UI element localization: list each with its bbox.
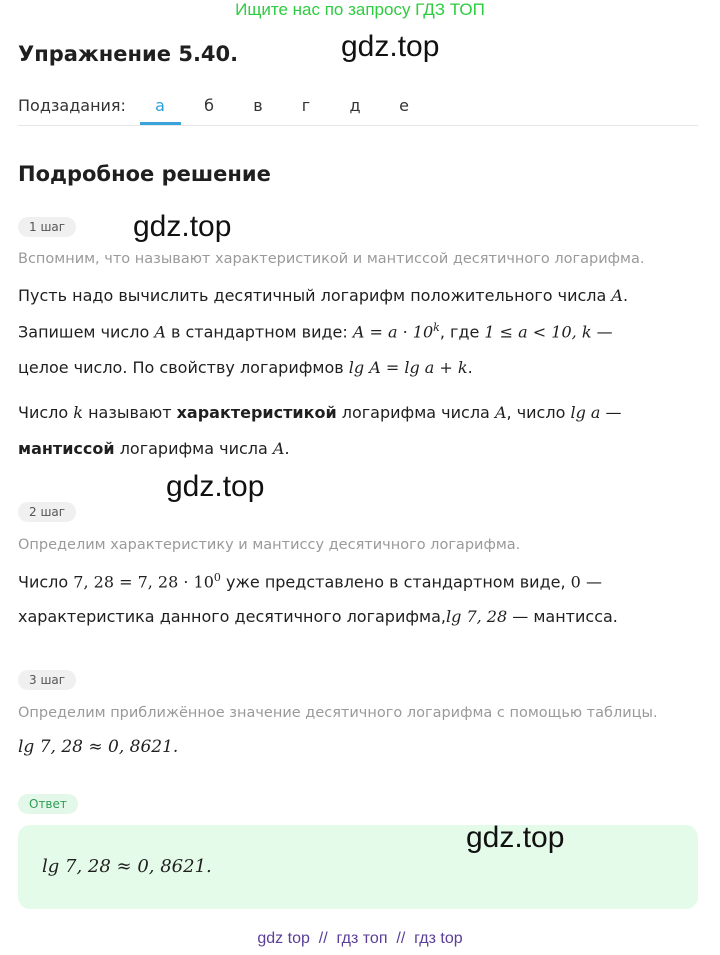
answer-value: lg 7, 28 ≈ 0, 8621.	[42, 856, 212, 877]
step-2-badge: 2 шаг	[18, 502, 76, 522]
tabs-divider	[18, 125, 698, 126]
answer-badge: Ответ	[18, 794, 78, 814]
step-1-hint: Вспомним, что называют характеристикой и мантиссой десятичного логарифма.	[18, 251, 645, 267]
watermark: gdz.top	[166, 470, 265, 503]
step-3-line-1: lg 7, 28 ≈ 0, 8621.	[18, 737, 179, 757]
step-2-hint: Определим характеристику и мантиссу десятичного логарифма.	[18, 537, 521, 553]
tab-v[interactable]: в	[253, 96, 263, 115]
search-hint-banner: Ищите нас по запросу ГДЗ ТОП	[235, 0, 485, 19]
step-1-badge: 1 шаг	[18, 217, 76, 237]
step-1-line-1: Пусть надо вычислить десятичный логарифм положительного числа A.	[18, 286, 629, 305]
active-tab-indicator	[140, 122, 181, 125]
step-1-line-3: целое число. По свойству логарифмов lg A = lg a + k.	[18, 358, 473, 377]
footer-links[interactable]: gdz top // гдз топ // гдз top	[257, 930, 463, 947]
tab-b[interactable]: б	[204, 96, 214, 115]
step-1-line-4: Число k называют характеристикой логарифма числа A, число lg a —	[18, 403, 622, 422]
step-2-line-2: характеристика данного десятичного логарифма,lg 7, 28 — мантисса.	[18, 607, 618, 626]
step-2-line-1: Число 7, 28 = 7, $28 \cdot 10^0$ уже представлено в стандартном виде, 0 —	[18, 571, 602, 592]
tab-g[interactable]: г	[301, 96, 311, 115]
tab-a[interactable]: а	[155, 96, 165, 115]
step-1-line-5: мантиссой логарифма числа A.	[18, 439, 290, 458]
watermark: gdz.top	[466, 821, 565, 854]
subtasks-label: Подзадания:	[18, 96, 126, 115]
step-3-badge: 3 шаг	[18, 670, 76, 690]
step-1-line-2: Запишем число A в стандартном виде: $A = a \cdot 10^k$, где 1 ≤ a < 10, k —	[18, 321, 613, 342]
page-title: Упражнение 5.40.	[18, 42, 239, 66]
tab-e[interactable]: е	[399, 96, 409, 115]
tab-d[interactable]: д	[349, 96, 361, 115]
step-3-hint: Определим приближённое значение десятичного логарифма с помощью таблицы.	[18, 705, 658, 721]
watermark: gdz.top	[341, 30, 440, 63]
watermark: gdz.top	[133, 210, 232, 243]
section-title: Подробное решение	[18, 162, 271, 186]
